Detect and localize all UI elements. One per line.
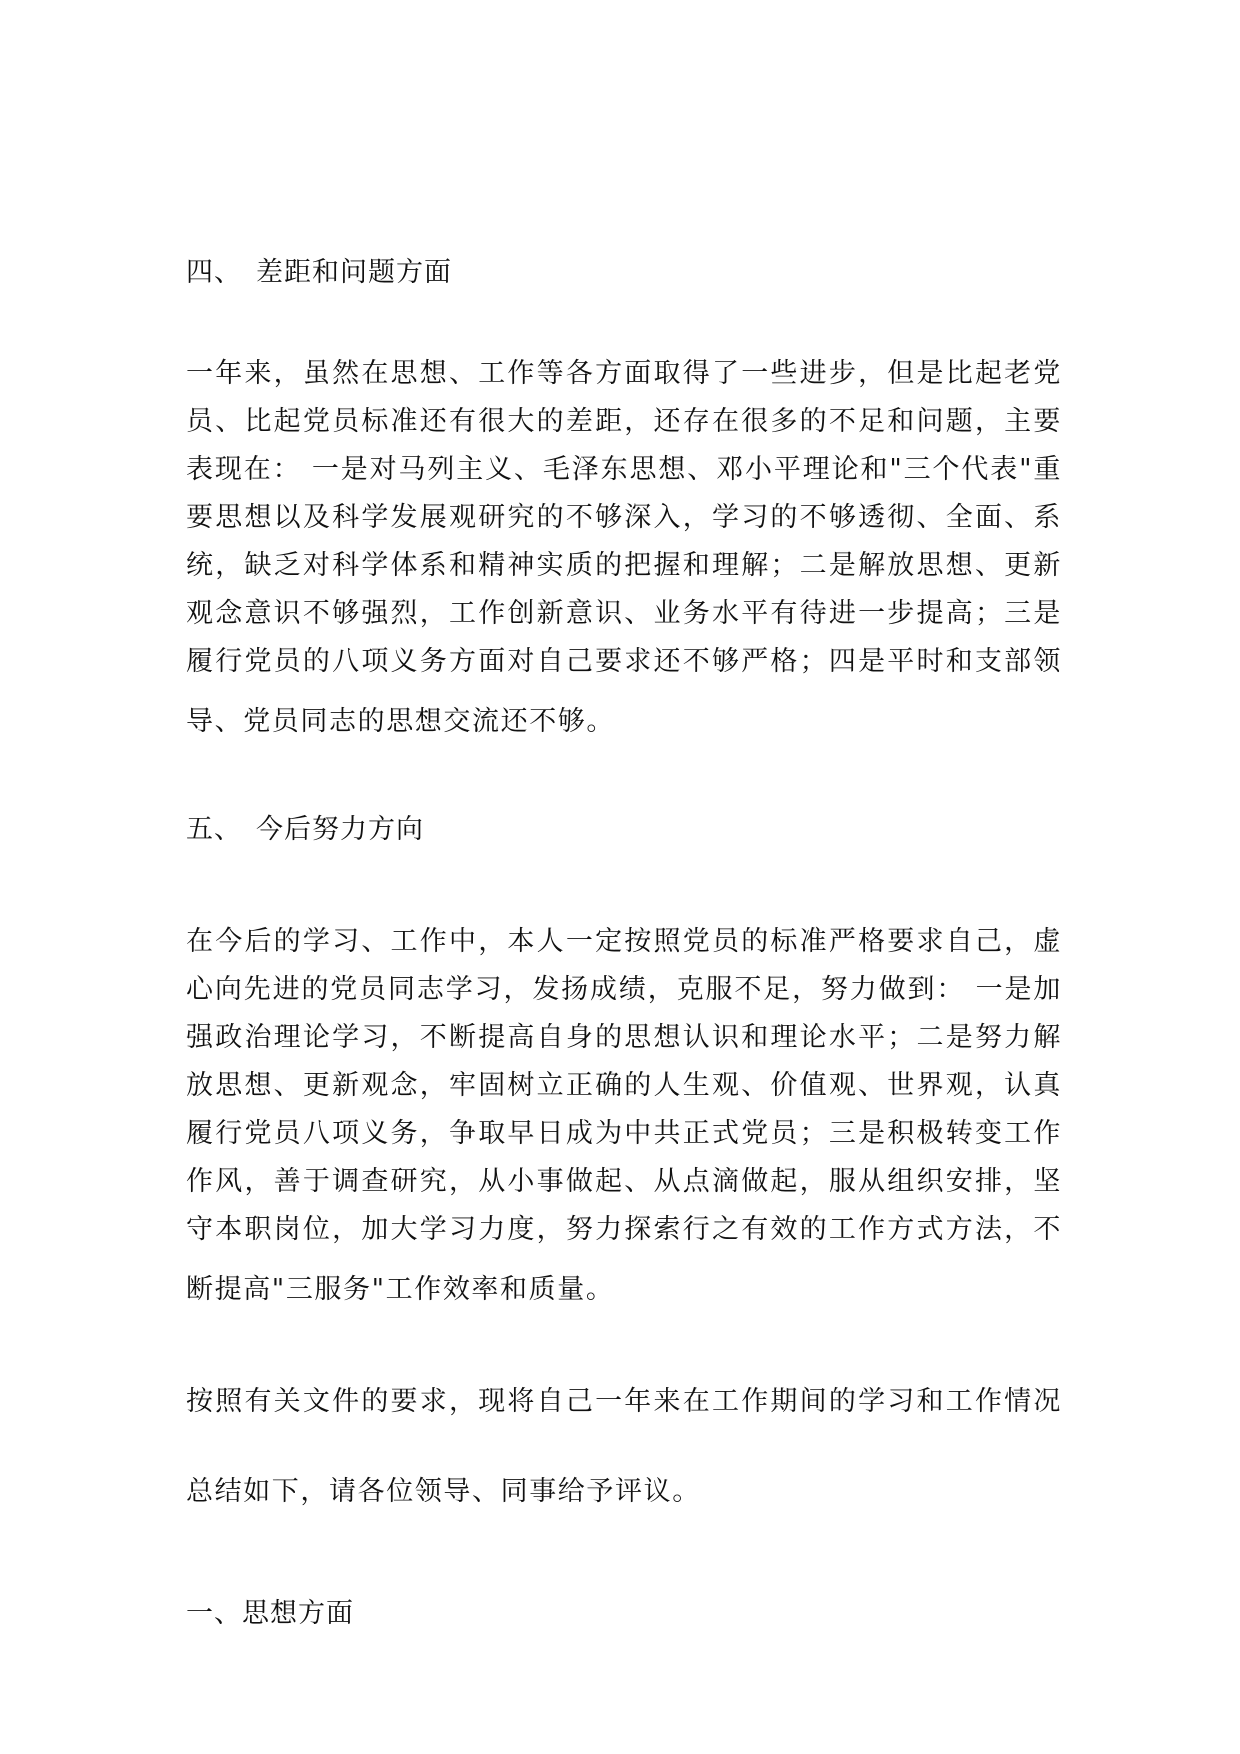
text-line: 按照有关文件的要求，现将自己一年来在工作期间的学习和工作情况 (186, 1386, 1062, 1417)
text-line: 履行党员八项义务，争取早日成为中共正式党员；三是积极转变工作 (186, 1118, 1062, 1149)
section-heading-1 (186, 1594, 354, 1634)
paragraph-gaps-and-problems (186, 350, 1062, 746)
text-line: 一年来，虽然在思想、工作等各方面取得了一些进步，但是比起老党 (186, 358, 1062, 389)
section-heading-4 (186, 253, 452, 293)
section-heading-5 (186, 810, 424, 850)
text-line: 放思想、更新观念，牢固树立正确的人生观、价值观、世界观，认真 (186, 1070, 1062, 1101)
text-line: 表现在： 一是对马列主义、毛泽东思想、邓小平理论和"三个代表"重 (186, 454, 1062, 485)
text-line: 作风，善于调查研究，从小事做起、从点滴做起，服从组织安排，坚 (186, 1166, 1062, 1197)
text-line: 员、比起党员标准还有很大的差距，还存在很多的不足和问题，主要 (186, 406, 1062, 437)
text-line: 强政治理论学习，不断提高自身的思想认识和理论水平；二是努力解 (186, 1022, 1062, 1053)
paragraph-future-direction (186, 918, 1062, 1314)
section-title: 一、思想方面 (186, 1598, 354, 1629)
paragraph-summary-intro (186, 1378, 1062, 1516)
text-line: 断提高"三服务"工作效率和质量。 (186, 1274, 615, 1305)
section-number: 五、 (186, 814, 242, 845)
section-title: 差距和问题方面 (256, 257, 452, 288)
text-line: 要思想以及科学发展观研究的不够深入，学习的不够透彻、全面、系 (186, 502, 1062, 533)
text-line: 在今后的学习、工作中，本人一定按照党员的标准严格要求自己，虚 (186, 926, 1062, 957)
text-line: 导、党员同志的思想交流还不够。 (186, 706, 615, 737)
section-title: 今后努力方向 (256, 814, 424, 845)
text-line: 统，缺乏对科学体系和精神实质的把握和理解；二是解放思想、更新 (186, 550, 1062, 581)
text-line: 总结如下，请各位领导、同事给予评议。 (186, 1476, 701, 1507)
text-line: 守本职岗位，加大学习力度，努力探索行之有效的工作方式方法，不 (186, 1214, 1062, 1245)
text-line: 履行党员的八项义务方面对自己要求还不够严格；四是平时和支部领 (186, 646, 1062, 677)
section-number: 四、 (186, 257, 242, 288)
text-line: 观念意识不够强烈，工作创新意识、业务水平有待进一步提高；三是 (186, 598, 1062, 629)
text-line: 心向先进的党员同志学习，发扬成绩，克服不足，努力做到： 一是加 (186, 974, 1062, 1005)
